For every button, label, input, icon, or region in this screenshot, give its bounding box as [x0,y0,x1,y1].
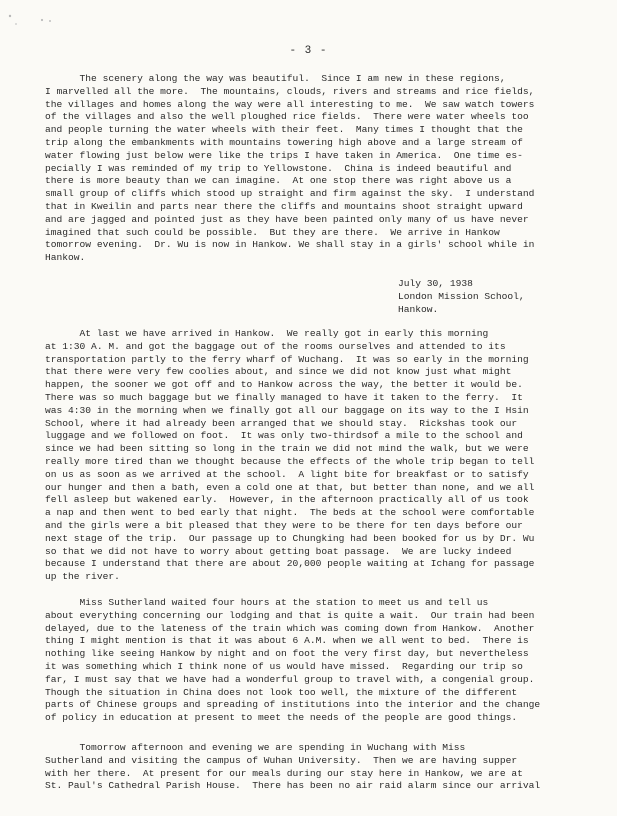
dateline [398,278,608,316]
dateline-date: July 30, 1938 [398,278,473,289]
paragraph-arrival-hankow: At last we have arrived in Hankow. We really got in early this morning at 1:30 A. M. and got the baggage out of the rooms ourselves and attended to its transportation partly to the ferry wharf of Wuchang. It was so early in the morning that there were very few coolies about, and since we did not know just what might happen, the sooner we got off and to Hankow across the way, the better it would be. There was so much baggage but we finally managed to have it taken to the ferry. It was 4:30 in the morning when we finally got all our baggage on its way to the I Hsin School, where it had already been arranged that we should stay. Rickshas took our luggage and we followed on foot. It was only two-thirdsof a mile to the school and since we had been sitting so long in the train we did not mind the walk, but we were really more tired than we thought because the effects of the whole trip began to tell on us as soon as we arrived at the school. A light bite for breakfast or to satisfy our hunger and then a bath, even a cold one at that, but better than none, and we all fell asleep but wakened early. However, in the afternoon practically all of us took a nap and then went to bed early that night. The beds at the school were comfortable and the girls were a bit pleased that they were to be there for ten days before our next stage of the trip. Our passage up to Chungking had been booked for us by Dr. Wu so that we did not have to worry about getting boat passage. We are lucky indeed because I understand that there are about 20,000 people waiting at Ichang for passage up the river. [45,328,535,583]
paragraph-tomorrow-plans: Tomorrow afternoon and evening we are spending in Wuchang with Miss Sutherland and visiting the campus of Wuhan University. Then we are having supper with her there. At present for our meals during our stay here in Hankow, we are at St. Paul's Cathedral Parish House. There has been no air raid alarm since our arrival [45,742,541,792]
paragraph-miss-sutherland: Miss Sutherland waited four hours at the station to meet us and tell us about everything concerning our lodging and that is quite a wait. Our train had been delayed, due to the lateness of the train which was coming down from Hankow. Another thing I might mention is that it was about 6 A.M. when we all went to bed. There is nothing like seeing Hankow by night and on foot the very first day, but nevertheless it was something which I think none of us would have missed. Regarding our trip so far, I must say that we have had a wonderful group to travel with, a congenial group. Though the situation in China does not look too well, the mixture of the different parts of Chinese groups and spreading of institutions into the interior and the change of policy in education at present to meet the needs of the people are good things. [45,597,541,724]
dateline-city: Hankow. [398,303,439,315]
page-number: - 3 - [289,45,328,57]
corner-smudge [6,6,56,36]
dateline-place: London Mission School, [398,290,525,302]
paragraph-scenery: The scenery along the way was beautiful. Since I am new in these regions, I marvelled all the more. The mountains, clouds, rivers and streams and rice fields, the villages and homes along the way were all interesting to me. We saw watch towers of the villages and also the well ploughed rice fields. There were water wheels too and people turning the water wheels with their feet. Many times I thought that the trip along the embankments with mountains towering high above and a large stream of water flowing just below were like the trips I have taken in America. One time es- pecially I was reminded of my trip to Yellowstone. China is indeed beautiful and there is more beauty than we can imagine. At one stop there was right above us a small group of cliffs which stood up straight and firm against the sky. I understand that in Kweilin and parts near there the cliffs and mountains shoot straight upward and are jagged and pointed just as they have been painted only many of us have never imagined that such could be possible. But they are there. We arrive in Hankow tomorrow evening. Dr. Wu is now in Hankow. We shall stay in a girls' school while in Hankow. [45,73,535,264]
